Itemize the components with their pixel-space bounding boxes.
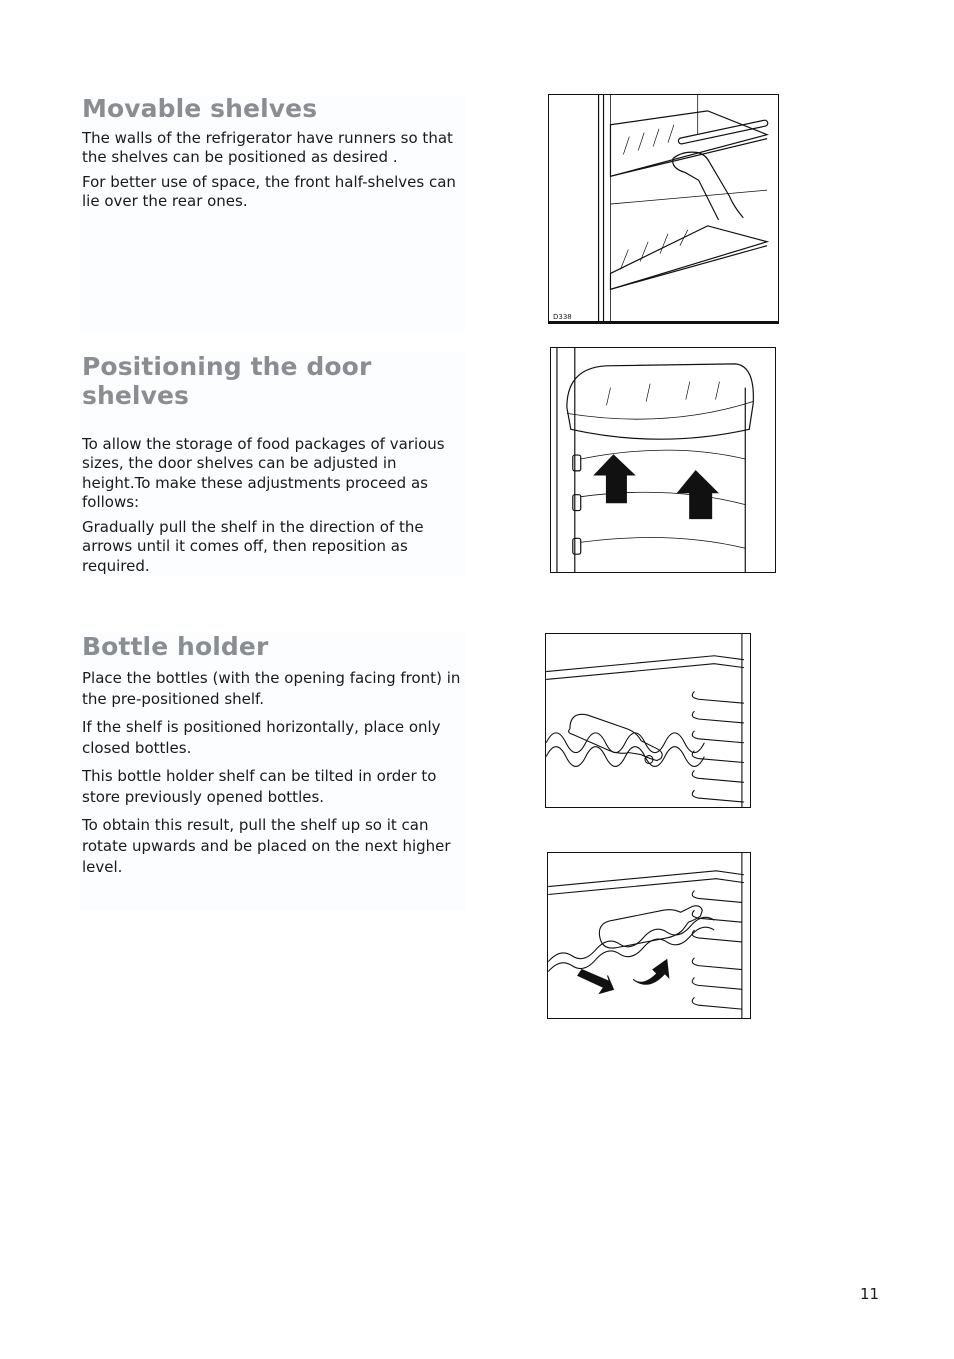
- figure-door-shelves: [550, 347, 776, 573]
- paragraph: If the shelf is positioned horizontally, place only closed bottles.: [82, 717, 441, 757]
- shelf-illustration: [549, 95, 778, 323]
- paragraph: This bottle holder shelf can be tilted in order to store previously opened bottles.: [82, 766, 437, 806]
- figure-code: D338: [553, 313, 572, 321]
- section-bottle-holder: [80, 633, 466, 910]
- heading-bottle-holder: Bottle holder: [82, 632, 269, 661]
- paragraph: To allow the storage of food packages of various sizes, the door shelves can be adjusted in height.To make these adjustments proceed as follows:: [82, 434, 445, 511]
- section-movable-shelves: [80, 95, 466, 331]
- section-door-shelves: [80, 353, 466, 575]
- paragraph: Gradually pull the shelf in the direction of the arrows until it comes off, then reposition as required.: [82, 517, 424, 575]
- bottle-horizontal-illustration: [546, 634, 750, 807]
- figure-movable-shelves: [548, 94, 779, 324]
- paragraph: For better use of space, the front half-shelves can lie over the rear ones.: [82, 172, 456, 211]
- paragraph: To obtain this result, pull the shelf up so it can rotate upwards and be placed on the next higher level.: [82, 815, 451, 876]
- door-shelf-illustration: [551, 348, 775, 572]
- paragraph: Place the bottles (with the opening facing front) in the pre-positioned shelf.: [82, 668, 461, 708]
- figure-bottle-holder-tilted: [547, 852, 751, 1019]
- heading-movable-shelves: Movable shelves: [82, 94, 318, 123]
- bottle-tilted-illustration: [548, 853, 750, 1018]
- paragraph: The walls of the refrigerator have runners so that the shelves can be positioned as desired .: [82, 128, 453, 167]
- figure-bottle-holder-horizontal: [545, 633, 751, 808]
- heading-door-shelves: Positioning the door shelves: [82, 352, 372, 410]
- page-number: 11: [860, 1285, 880, 1303]
